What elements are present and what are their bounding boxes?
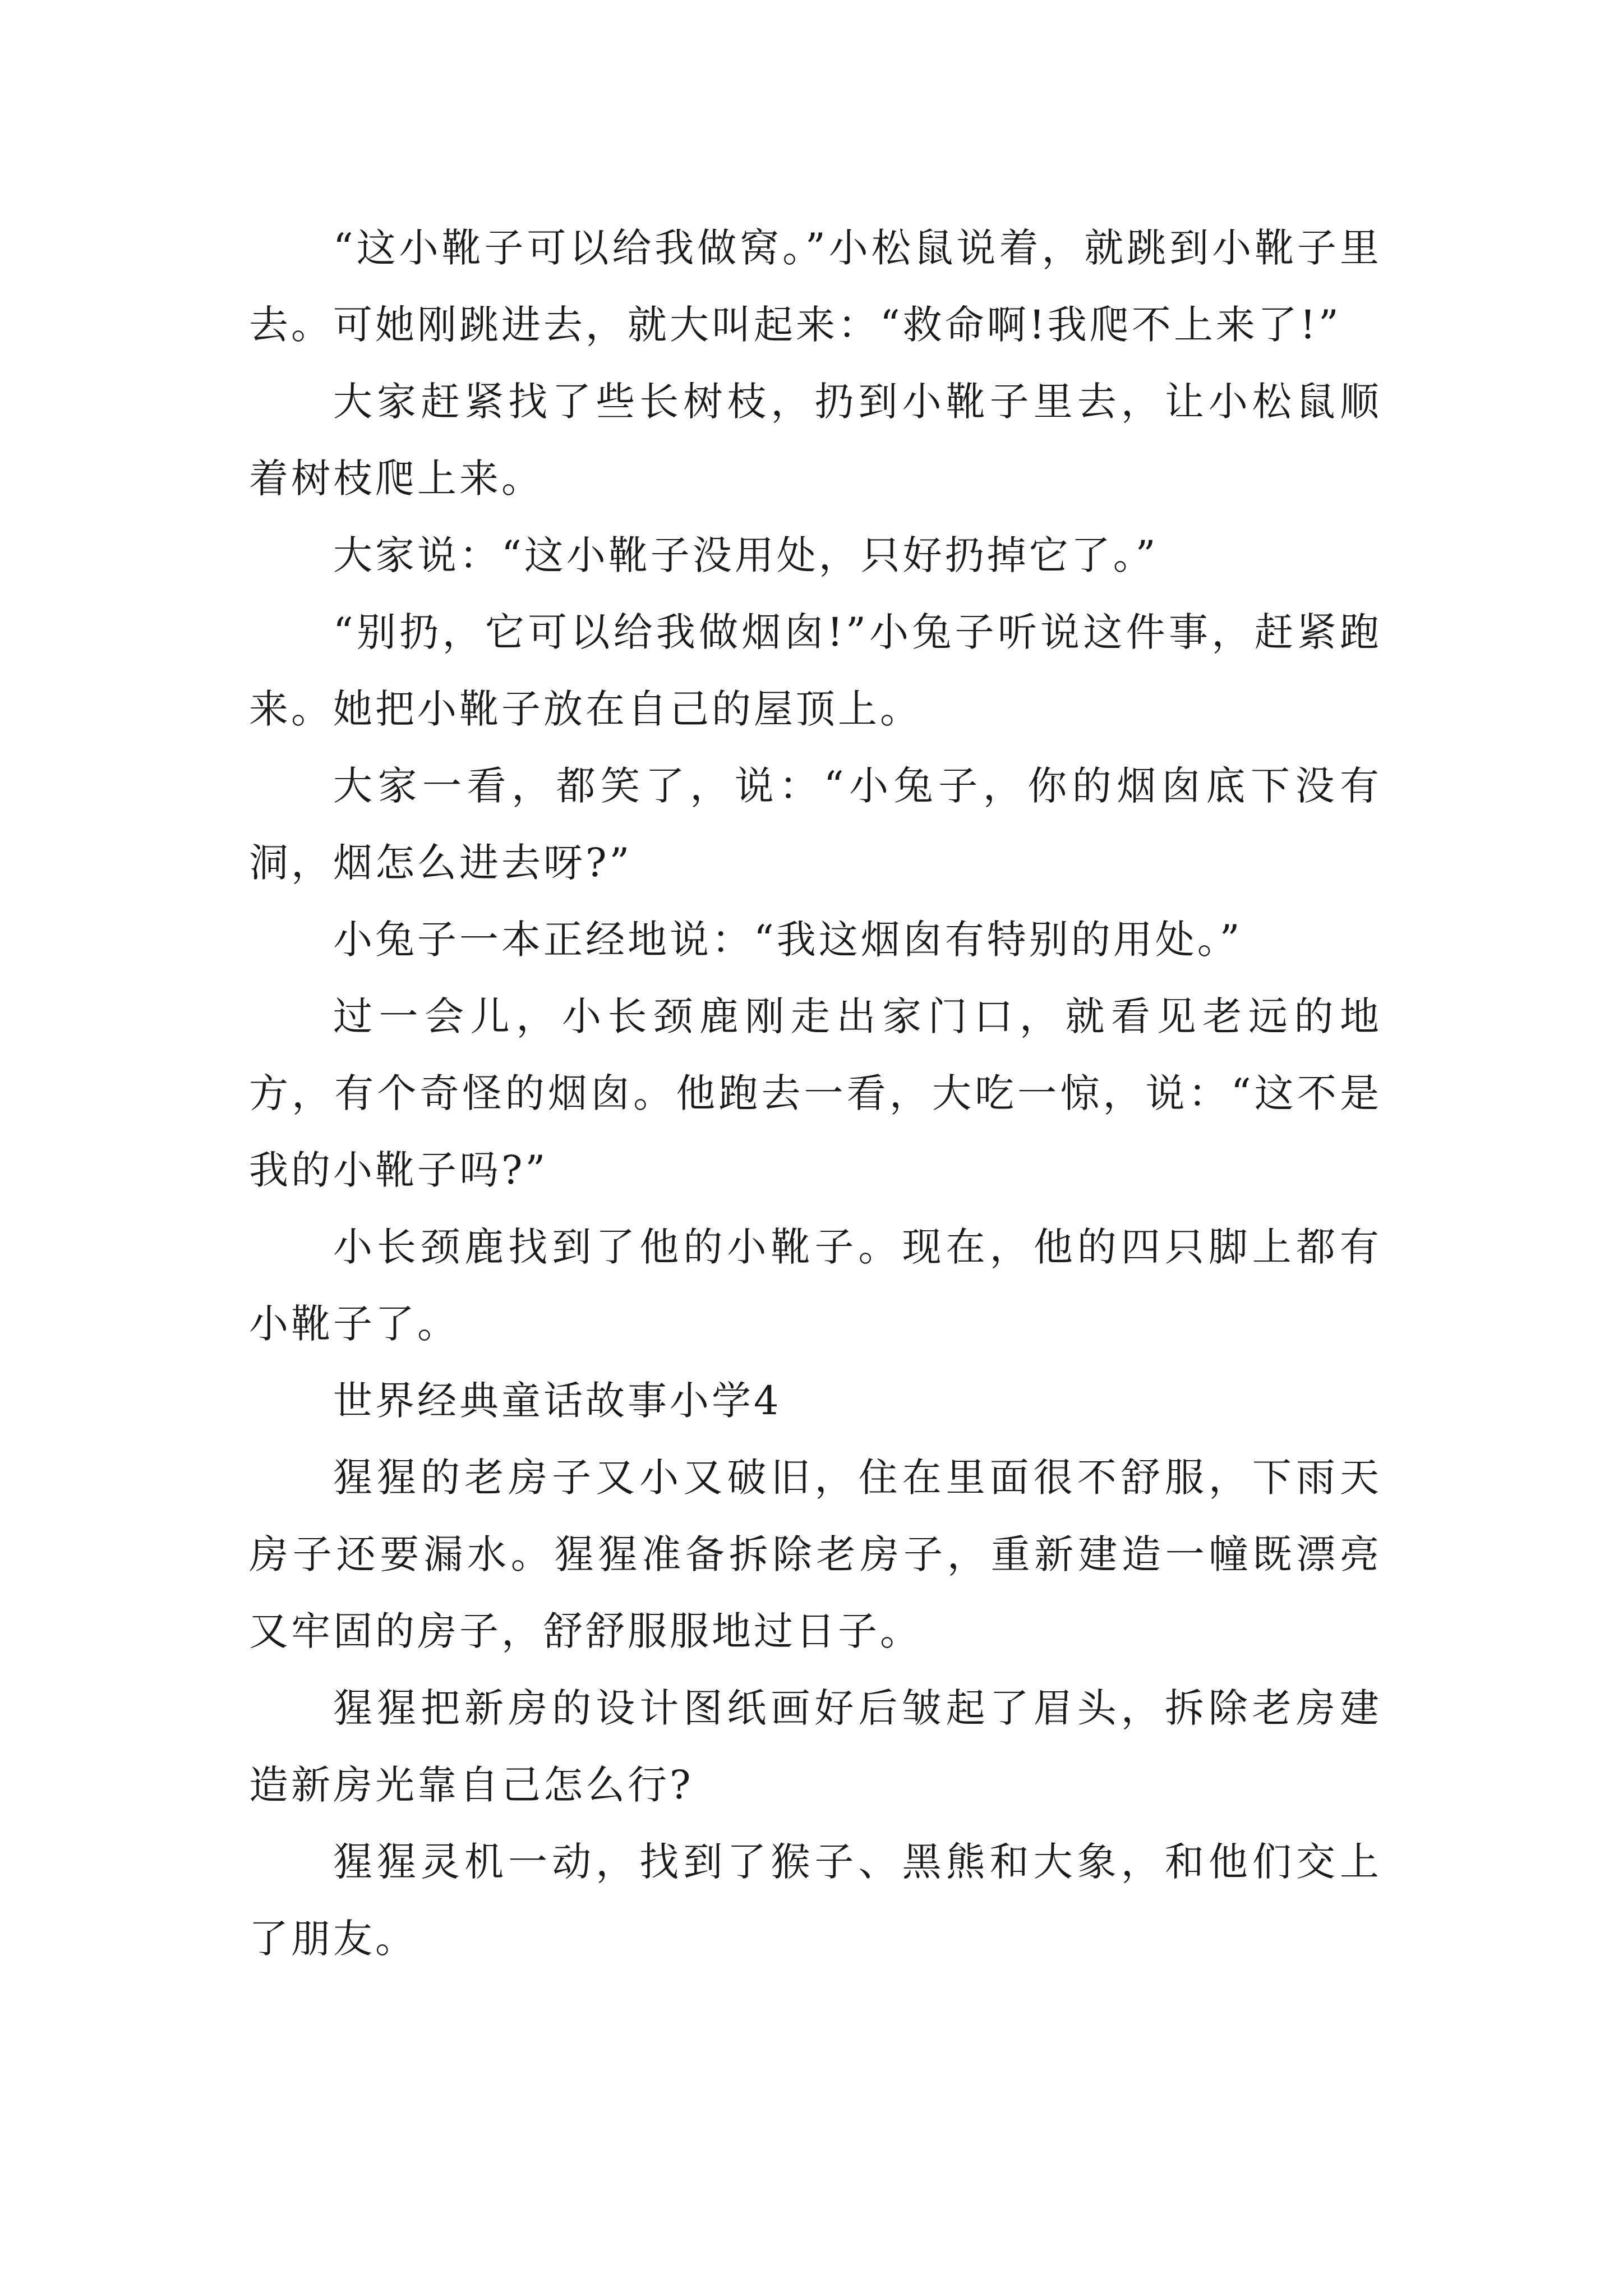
paragraph-design-drawing: 猩猩把新房的设计图纸画好后皱起了眉头，拆除老房建造新房光靠自己怎么行? (249, 1685, 1382, 1808)
paragraph-branches: 大家赶紧找了些长树枝，扔到小靴子里去，让小松鼠顺着树枝爬上来。 (249, 379, 1382, 501)
paragraph-everyone-laughs: 大家一看，都笑了，说：“小兔子，你的烟囱底下没有洞，烟怎么进去呀?” (249, 763, 1382, 886)
paragraph-giraffe-finds: 小长颈鹿找到了他的小靴子。现在，他的四只脚上都有小靴子了。 (249, 1224, 1382, 1347)
paragraph-throw-away: 大家说：“这小靴子没用处，只好扔掉它了。” (333, 532, 1159, 578)
paragraph-new-friends: 猩猩灵机一动，找到了猴子、黑熊和大象，和他们交上了朋友。 (249, 1839, 1382, 1962)
paragraph-special-use: 小兔子一本正经地说：“我这烟囱有特别的用处。” (333, 917, 1243, 963)
story-text (249, 210, 1382, 1977)
paragraph-rabbit-chimney: “别扔，它可以给我做烟囱!”小兔子听说这件事，赶紧跑来。她把小靴子放在自己的屋顶上。 (249, 609, 1382, 732)
paragraph-old-house: 猩猩的老房子又小又破旧，住在里面很不舒服，下雨天房子还要漏水。猩猩准备拆除老房子，重新建造一幢既漂亮又牢固的房子，舒舒服服地过日子。 (249, 1455, 1382, 1654)
paragraph-giraffe-sees: 过一会儿，小长颈鹿刚走出家门口，就看见老远的地方，有个奇怪的烟囱。他跑去一看，大吃一惊，说：“这不是我的小靴子吗?” (249, 993, 1382, 1193)
section-heading: 世界经典童话故事小学4 (333, 1378, 782, 1424)
paragraph-squirrel-nest: “这小靴子可以给我做窝。”小松鼠说着，就跳到小靴子里去。可她刚跳进去，就大叫起来：“救命啊!我爬不上来了!” (249, 225, 1382, 348)
